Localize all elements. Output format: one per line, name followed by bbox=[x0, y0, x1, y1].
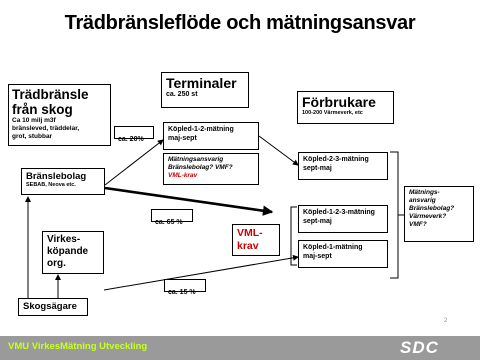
terminals-sub: ca. 250 st bbox=[166, 91, 198, 98]
vml-box bbox=[232, 224, 280, 256]
page-number: 2 bbox=[444, 318, 448, 324]
terminals-heading: Terminaler bbox=[166, 75, 237, 91]
vml-line1: VML- bbox=[237, 227, 263, 239]
right-resp-4: Värmeverk? bbox=[409, 213, 447, 220]
terminal-resp-2: Bränslebolag? VMF? bbox=[168, 164, 233, 171]
page-title: Trädbränsleflöde och mätningsansvar bbox=[64, 12, 416, 34]
kop23-box bbox=[298, 152, 388, 180]
pct-15-label: ca. 15 % bbox=[164, 279, 206, 292]
kop123-line1: Köpled-1-2-3-mätning bbox=[303, 209, 375, 216]
sdc-logo: SDC bbox=[400, 338, 439, 357]
forest-heading-2: från skog bbox=[12, 102, 73, 117]
forest-desc-3: grot, stubbar bbox=[12, 133, 53, 140]
fuel-company-box bbox=[21, 168, 105, 195]
arrow-terminal-to-kop23 bbox=[259, 136, 298, 165]
forest-owner-label: Skogsägare bbox=[23, 301, 77, 312]
left-bracket bbox=[291, 207, 297, 265]
terminal-resp-3: VML-krav bbox=[168, 172, 198, 179]
fuel-company-sub: SEBAB, Neova etc. bbox=[26, 182, 76, 188]
right-resp-1: Mätnings- bbox=[409, 189, 440, 196]
timber-org-1: Virkes- bbox=[47, 234, 81, 245]
kop23-line1: Köpled-2-3-mätning bbox=[303, 156, 369, 163]
fuel-company-heading: Bränslebolag bbox=[26, 171, 87, 182]
terminal-resp-1: Mätningsansvarig bbox=[168, 156, 224, 163]
forest-owner-box bbox=[18, 298, 88, 316]
consumers-sub: 100-200 Värmeverk, etc bbox=[302, 110, 363, 116]
terminal-responsibility-box bbox=[163, 153, 259, 185]
forest-heading-1: Trädbränsle bbox=[12, 87, 89, 102]
vml-line2: krav bbox=[237, 239, 259, 252]
right-brace bbox=[390, 152, 398, 278]
kop23-line2: sept-maj bbox=[303, 164, 332, 172]
consumers-heading: Förbrukare bbox=[302, 94, 376, 110]
right-resp-5: VMF? bbox=[409, 221, 427, 228]
pct-65-label: ca. 65 % bbox=[151, 209, 193, 222]
timber-org-box bbox=[42, 231, 104, 274]
kop12-box bbox=[163, 122, 259, 150]
kop123-line2: sept-maj bbox=[303, 217, 332, 225]
right-resp-2: ansvarig bbox=[409, 197, 436, 204]
kop1-box bbox=[298, 240, 388, 268]
right-resp-3: Bränslebolag? bbox=[409, 205, 455, 212]
kop12-line1: Köpled-1-2-mätning bbox=[168, 126, 234, 133]
timber-org-3: org. bbox=[47, 258, 66, 269]
kop123-box bbox=[298, 205, 388, 233]
pct-20-label: ca. 20% bbox=[114, 126, 154, 139]
forest-desc-2: bränsleved, träddelar, bbox=[12, 125, 80, 132]
right-responsibility-box bbox=[404, 186, 474, 242]
kop1-line1: Köpled-1-mätning bbox=[303, 244, 363, 251]
consumers-box bbox=[297, 91, 394, 124]
timber-org-2: köpande bbox=[47, 246, 89, 257]
terminals-box bbox=[161, 72, 249, 108]
arrow-fuelco-to-terminal bbox=[105, 140, 163, 185]
forest-fuel-box bbox=[8, 84, 111, 146]
kop12-line2: maj-sept bbox=[168, 134, 197, 142]
footer-text: VMU VirkesMätning Utveckling bbox=[8, 341, 148, 352]
kop1-line2: maj-sept bbox=[303, 252, 332, 260]
forest-desc-1: Ca 10 milj m3f bbox=[12, 117, 56, 124]
